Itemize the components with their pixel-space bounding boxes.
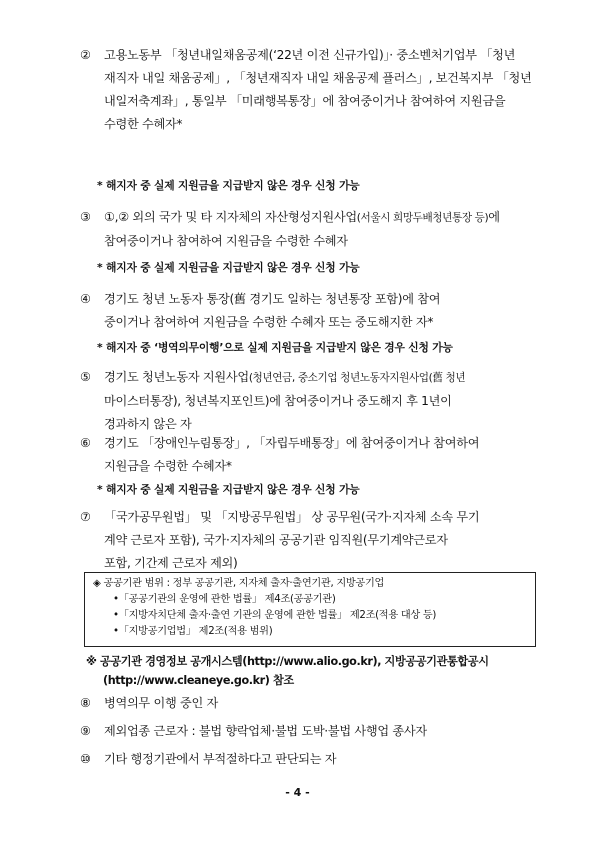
item-line: 제외업종 근로자 : 불법 향락업체·불법 도박·불법 사행업 종사자 <box>104 724 427 738</box>
item-number: ⑤ <box>80 370 91 384</box>
item-line: 재직자 내일 채움공제」, 「청년재직자 내일 채움공제 플러스」, 보건복지부 「청년 <box>104 71 532 85</box>
item-line-aside: (서울시 희망두배청년통장 등) <box>356 212 489 224</box>
item-line: 지원금을 수령한 수혜자* <box>104 459 232 473</box>
item-line: 병역의무 이행 중인 자 <box>104 696 218 710</box>
item-line: 기타 행정기관에서 부적절하다고 판단되는 자 <box>104 752 337 766</box>
item-line: 포함, 기간제 근로자 제외) <box>104 556 238 570</box>
item-line: 참여중이거나 참여하여 지원금을 수령한 수혜자 <box>104 234 348 248</box>
item-line: 「국가공무원법」 및 「지방공무원법」 상 공무원(국가·지자체 소속 무기 <box>104 510 480 524</box>
item-line: 중이거나 참여하여 지원금을 수령한 수혜자 또는 중도해지한 자* <box>104 315 434 329</box>
item-line-end: 에 <box>488 210 500 224</box>
item-4 <box>80 288 536 334</box>
item-line: 마이스터통장), 청년복지포인트)에 참여중이거나 중도해지 후 1년이 <box>104 394 452 408</box>
item-number: ③ <box>80 210 91 224</box>
item-3 <box>80 206 536 253</box>
item-2 <box>80 44 536 136</box>
item-7 <box>80 506 536 575</box>
item-line: 계약 근로자 포함), 국가·지자체의 공공기관 임직원(무기계약근로자 <box>104 533 448 547</box>
box-title: ◈ 공공기관 범위 : 정부 공공기관, 지자체 출자·출연기관, 지방공기업 <box>93 578 385 589</box>
item-9 <box>80 720 536 743</box>
box-bullet: •「공공기관의 운영에 관한 법률」 제4조(공공기관) <box>113 594 336 605</box>
item-number: ④ <box>80 292 91 306</box>
item-8 <box>80 692 536 715</box>
item-line: 경과하지 않은 자 <box>104 417 192 431</box>
box-bullet: •「지방자치단체 출자·출연 기관의 운영에 관한 법률」 제2조(적용 대상 등) <box>113 610 437 621</box>
item-number: ⑦ <box>80 510 91 524</box>
item-line: 수령한 수혜자* <box>104 117 183 131</box>
item-number: ⑨ <box>80 724 91 738</box>
item-6-note: * 해지자 중 실제 지원금을 지급받지 않은 경우 신청 가능 <box>97 483 360 496</box>
item-2-note: * 해지자 중 실제 지원금을 지급받지 않은 경우 신청 가능 <box>97 179 360 192</box>
item-4-note: * 해지자 중 ‘병역의무이행’으로 실제 지원금을 지급받지 않은 경우 신청 가능 <box>97 341 453 354</box>
item-line: 경기도 청년 노동자 통장(舊 경기도 일하는 청년통장 포함)에 참여 <box>104 292 441 306</box>
item-line: 경기도 「장애인누림통장」, 「자립두배통장」에 참여중이거나 참여하여 <box>104 436 480 450</box>
page-number: - 4 - <box>285 786 310 799</box>
item-line: 내일저축계좌」, 통일부 「미래행복통장」에 참여중이거나 참여하여 지원금을 <box>104 94 506 108</box>
item-number: ⑥ <box>80 436 91 450</box>
public-institution-scope-box <box>84 572 536 647</box>
item-line-aside: (청년연금, 중소기업 청년노동자지원사업(舊 청년 <box>248 372 466 384</box>
item-6 <box>80 432 536 478</box>
item-5 <box>80 366 536 436</box>
item-number: ⑧ <box>80 696 91 710</box>
reference-line: (http://www.cleaneye.go.kr) 참조 <box>103 674 294 687</box>
item-number: ⑩ <box>80 752 91 766</box>
item-line: ①,② 외의 국가 및 타 지자체의 자산형성지원사업 <box>104 210 357 224</box>
item-3-note: * 해지자 중 실제 지원금을 지급받지 않은 경우 신청 가능 <box>97 261 360 274</box>
item-number: ② <box>80 48 91 62</box>
reference-note <box>86 652 489 690</box>
reference-line: ※ 공공기관 경영정보 공개시스템(http://www.alio.go.kr), 지방공공기관통합공시 <box>86 655 489 668</box>
item-line: 고용노동부 「청년내일채움공제(‘22년 이전 신규가입)」· 중소벤처기업부 「청년 <box>104 48 516 62</box>
item-line: 경기도 청년노동자 지원사업 <box>104 370 249 384</box>
item-10 <box>80 748 536 771</box>
box-bullet: •「지방공기업법」 제2조(적용 범위) <box>113 626 273 637</box>
